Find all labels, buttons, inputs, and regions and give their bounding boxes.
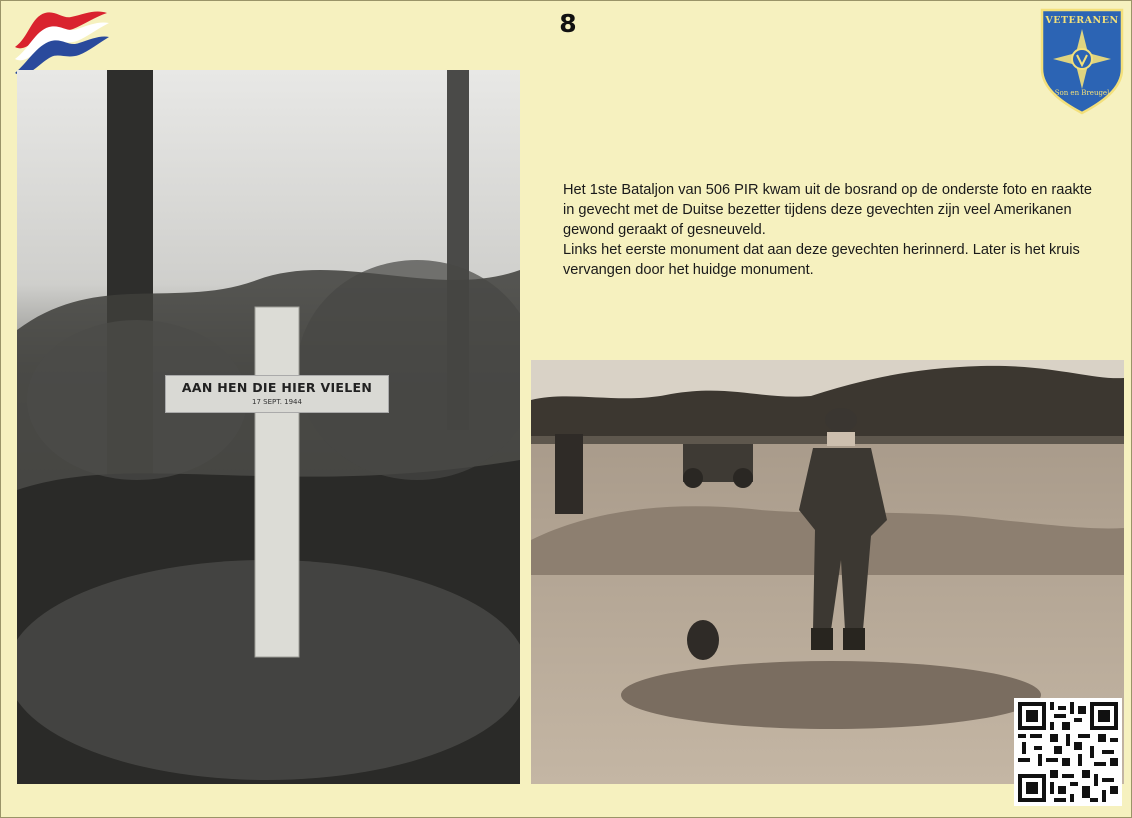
qr-code-icon [1014,698,1122,806]
memorial-cross-photo [17,70,520,784]
body-text [563,180,1093,280]
qr-code[interactable] [1014,698,1122,806]
veterans-badge-logo [1039,7,1125,117]
plaque-date: 17 SEPT. 1944 [252,398,302,406]
badge-top-text: VETERANEN [1045,15,1119,26]
cross-plaque [165,375,389,413]
paragraph-2: Links het eerste monument dat aan deze gevechten herinnerd. Later is het kruis vervangen door het huidge monument. [563,242,1080,278]
badge-bottom-text: Son en Breugel [1054,89,1110,97]
plaque-title: AAN HEN DIE HIER VIELEN [181,380,373,395]
paragraph-1: Het 1ste Bataljon van 506 PIR kwam uit de bosrand op de onderste foto en raakte in gevecht met de Duitse bezetter tijdens deze gevechten zijn veel Amerikanen gewond geraakt of gesneuveld. [563,182,1092,238]
photo-scene-left [17,70,520,784]
page-number: 8 [559,9,577,38]
